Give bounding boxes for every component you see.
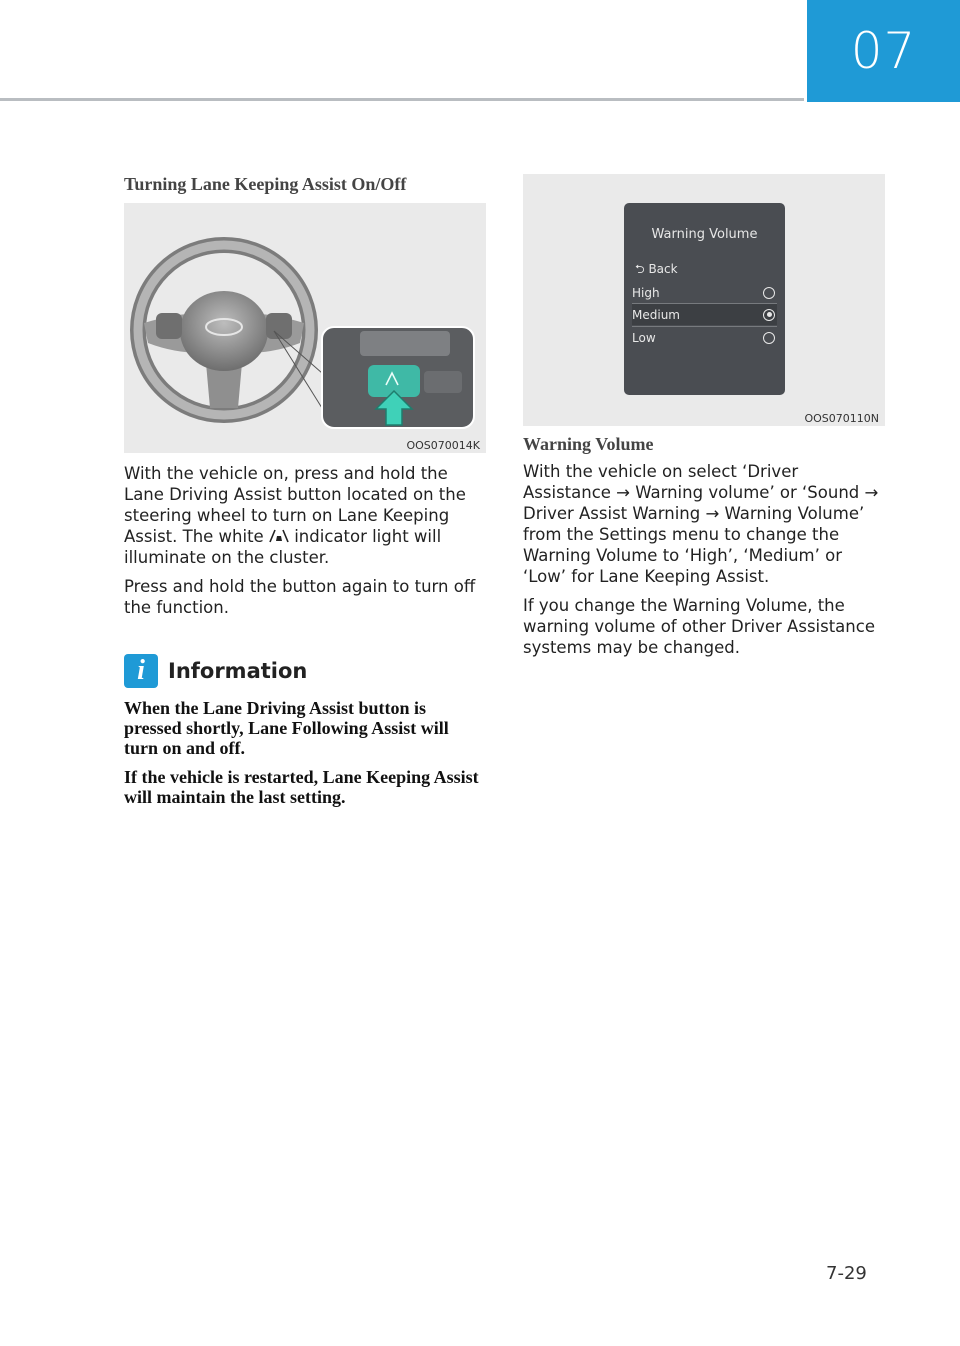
warning-volume-figure: [523, 174, 885, 426]
option-high: [632, 282, 777, 303]
option-medium: [632, 304, 777, 325]
steering-wheel-illustration: [124, 203, 486, 453]
steering-wheel-figure: [124, 203, 486, 453]
back-label: Back: [648, 262, 678, 276]
back-arrow-icon: ⮌: [635, 262, 645, 276]
warning-volume-para-1: With the vehicle on select ‘Driver Assistance → Warning volume’ or ‘Sound → Driver Assist Warning → Warning Volume’ from the Settings menu to change the Warning Volume to ‘High’, ‘Medium’ or ‘Low’ for Lane Keeping Assist.: [523, 462, 879, 586]
lka-para-part2: indicator light will illuminate on the cluster.: [124, 527, 442, 567]
information-para-1: When the Lane Driving Assist button is pressed shortly, Lane Following Assist will turn on and off.: [124, 698, 449, 758]
figure-code-right: OOS070110N: [804, 412, 879, 425]
screen-back: [635, 260, 678, 281]
option-low: [632, 327, 777, 348]
information-title: Information: [168, 659, 308, 683]
radio-selected-icon: [763, 309, 775, 321]
information-icon: i: [124, 654, 158, 688]
warning-volume-para-2: If you change the Warning Volume, the warning volume of other Driver Assistance systems may be changed.: [523, 596, 875, 657]
option-label: Low: [632, 330, 656, 345]
right-body: [523, 434, 885, 666]
radio-empty-icon: [763, 332, 775, 344]
left-body: [124, 463, 486, 816]
radio-empty-icon: [763, 287, 775, 299]
section-heading-lka: Turning Lane Keeping Assist On/Off: [124, 174, 407, 194]
information-para-2: If the vehicle is restarted, Lane Keeping Assist will maintain the last setting.: [124, 767, 479, 807]
cluster-screen: [624, 203, 785, 395]
chapter-number: 07: [850, 22, 917, 80]
figure-code-left: OOS070014K: [406, 439, 480, 452]
lka-instructions-para: [124, 463, 486, 568]
screen-title: Warning Volume: [651, 227, 758, 242]
chapter-tab: [807, 0, 960, 102]
information-box-header: [124, 654, 486, 688]
lka-para-part1: With the vehicle on, press and hold the Lane Driving Assist button located on the steering wheel to turn on Lane Keeping Assist. The white: [124, 464, 466, 546]
header-rule: [0, 98, 804, 101]
lane-keeping-indicator-icon: [269, 529, 289, 543]
option-label: High: [632, 285, 660, 300]
option-label: Medium: [632, 307, 680, 322]
section-heading-warning-volume: Warning Volume: [523, 434, 654, 454]
lka-off-para: Press and hold the button again to turn off the function.: [124, 577, 476, 617]
page-number: 7-29: [826, 1263, 867, 1284]
